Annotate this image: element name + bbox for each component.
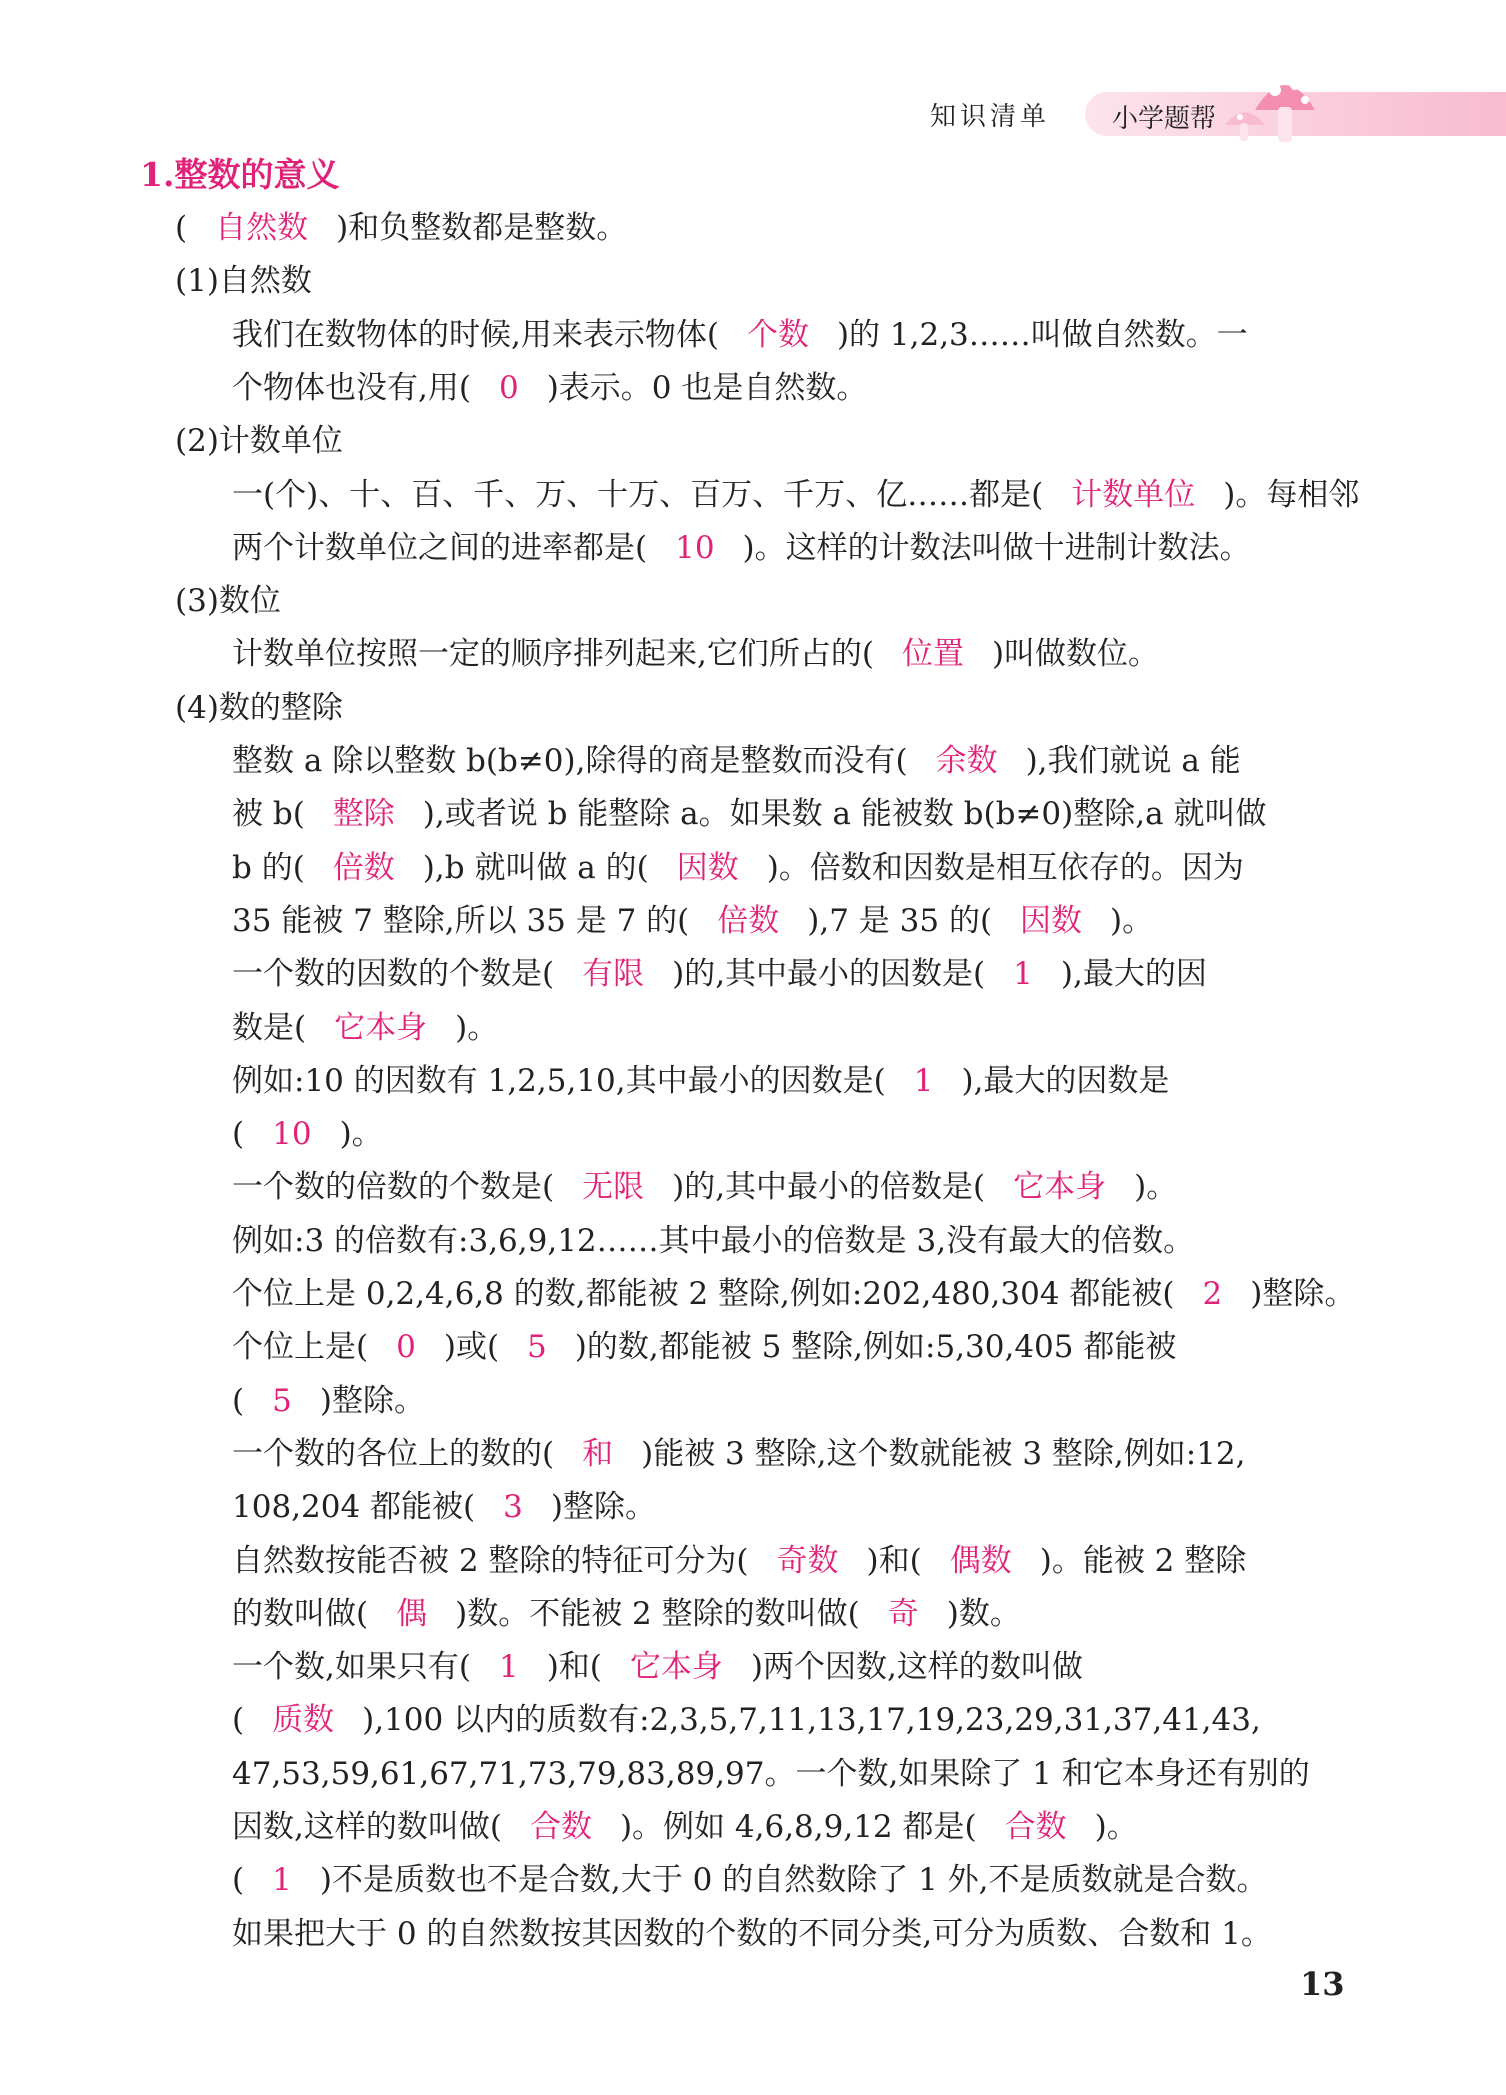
answer-fill: 它本身 xyxy=(629,1649,723,1686)
line-text: 108,204 都能被( xyxy=(232,1489,476,1526)
text-line xyxy=(232,315,1248,355)
text-line xyxy=(232,1381,425,1421)
text-line xyxy=(232,1008,498,1048)
text-line xyxy=(232,741,1241,781)
answer-fill: 整除 xyxy=(332,796,395,833)
line-text: 我们在数物体的时候,用来表示物体( xyxy=(232,316,719,353)
answer-fill: 0 xyxy=(396,1329,416,1366)
answer-fill: 有限 xyxy=(582,956,645,993)
line-text: )和( xyxy=(866,1542,922,1579)
section-title xyxy=(140,155,339,196)
line-text: )。例如 4,6,8,9,12 都是( xyxy=(619,1809,977,1845)
text-line xyxy=(232,1167,1177,1207)
answer-fill: 它本身 xyxy=(1013,1169,1107,1206)
line-text: 个物体也没有,用( xyxy=(232,369,471,406)
line-text: 例如:10 的因数有 1,2,5,10,其中最小的因数是( xyxy=(232,1062,886,1099)
line-text: 数是( xyxy=(232,1009,307,1046)
answer-fill: 计数单位 xyxy=(1071,476,1196,513)
line-text: )不是质数也不是合数,大于 0 的自然数除了 1 外,不是质数就是合数。 xyxy=(319,1862,1268,1899)
line-text: )。 xyxy=(339,1116,383,1153)
answer-fill: 偶 xyxy=(396,1595,428,1632)
text-line xyxy=(232,1594,1021,1634)
answer-fill: 质数 xyxy=(272,1702,335,1739)
line-text: )叫做数位。 xyxy=(991,636,1160,673)
line-text: 一(个)、十、百、千、万、十万、百万、千万、亿……都是( xyxy=(232,476,1044,513)
answer-fill: 合数 xyxy=(1004,1809,1067,1845)
text-line xyxy=(232,475,1359,515)
answer-fill: 因数 xyxy=(676,849,739,886)
answer-fill: 10 xyxy=(272,1116,312,1153)
text-line xyxy=(232,1327,1176,1367)
text-line xyxy=(232,901,1153,941)
line-text: 计数单位按照一定的顺序排列起来,它们所占的( xyxy=(232,636,874,673)
line-text: )整除。 xyxy=(1250,1276,1356,1312)
answer-fill: 倍数 xyxy=(717,902,780,939)
text-line xyxy=(232,1541,1246,1581)
line-text: 如果把大于 0 的自然数按其因数的个数的不同分类,可分为质数、合数和 1。 xyxy=(232,1915,1272,1952)
line-text: (1)自然数 xyxy=(175,263,312,300)
text-line xyxy=(232,1061,1169,1101)
line-text: )。 xyxy=(1110,902,1154,939)
answer-fill: 个数 xyxy=(746,316,809,353)
line-text: )。每相邻 xyxy=(1223,476,1360,513)
line-text: (3)数位 xyxy=(175,583,281,620)
text-line xyxy=(175,208,627,248)
text-line xyxy=(232,1914,1272,1954)
line-text: ),100 以内的质数有:2,3,5,7,11,13,17,19,23,29,31,37,41,43, xyxy=(362,1702,1261,1739)
line-text: 47,53,59,61,67,71,73,79,83,89,97。一个数,如果除了 1 和它本身还有别的 xyxy=(232,1755,1310,1792)
line-text: (4)数的整除 xyxy=(175,689,343,726)
mushroom-icon xyxy=(1220,55,1340,145)
answer-fill: 奇 xyxy=(887,1595,919,1632)
text-line xyxy=(175,688,343,728)
answer-fill: 合数 xyxy=(529,1809,592,1845)
line-text: 的数叫做( xyxy=(232,1595,369,1632)
answer-fill: 无限 xyxy=(582,1169,645,1206)
answer-fill: 奇数 xyxy=(776,1542,839,1579)
line-text: )。这样的计数法叫做十进制计数法。 xyxy=(742,529,1251,566)
line-text: )和负整数都是整数。 xyxy=(336,210,628,246)
line-text: 两个计数单位之间的进率都是( xyxy=(232,529,648,566)
answer-fill: 2 xyxy=(1202,1276,1223,1312)
text-line xyxy=(232,794,1266,834)
line-text: ),7 是 35 的( xyxy=(807,902,993,939)
text-line xyxy=(175,261,312,301)
answer-fill: 倍数 xyxy=(332,849,395,886)
answer-fill: 因数 xyxy=(1020,902,1083,939)
line-text: 自然数按能否被 2 整除的特征可分为( xyxy=(232,1542,749,1579)
answer-fill: 10 xyxy=(675,529,715,566)
line-text: 个位上是( xyxy=(232,1329,369,1366)
line-text: ( xyxy=(232,1862,245,1899)
line-text: ),我们就说 a 能 xyxy=(1025,743,1241,779)
line-text: ( xyxy=(175,210,188,246)
text-line xyxy=(232,1274,1355,1314)
text-line xyxy=(232,528,1251,568)
line-text: 一个数,如果只有( xyxy=(232,1649,471,1686)
line-text: )。倍数和因数是相互依存的。因为 xyxy=(766,849,1244,886)
line-text: )。 xyxy=(1094,1809,1138,1845)
line-text: ),或者说 b 能整除 a。如果数 a 能被数 b(b≠0)整除,a 就叫做 xyxy=(422,796,1267,833)
text-line xyxy=(232,1221,1194,1261)
answer-fill: 和 xyxy=(582,1435,614,1472)
text-line xyxy=(232,1487,656,1527)
answer-fill: 5 xyxy=(272,1382,292,1419)
answer-fill: 3 xyxy=(503,1489,523,1526)
line-text: 个位上是 0,2,4,6,8 的数,都能被 2 整除,例如:202,480,304 都能被( xyxy=(232,1276,1175,1312)
section-title-text: 整数的意义 xyxy=(174,155,340,194)
line-text: )两个因数,这样的数叫做 xyxy=(750,1649,1083,1686)
line-text: )。 xyxy=(455,1009,499,1046)
line-text: )的,其中最小的因数是( xyxy=(672,956,986,993)
text-line xyxy=(232,1860,1268,1900)
answer-fill: 1 xyxy=(913,1062,934,1099)
line-text: 一个数的倍数的个数是( xyxy=(232,1169,555,1206)
text-line xyxy=(232,1807,1138,1847)
line-text: b 的( xyxy=(232,849,305,886)
line-text: )数。不能被 2 整除的数叫做( xyxy=(455,1595,860,1632)
text-line xyxy=(232,1434,1246,1474)
section-number: 1. xyxy=(140,155,175,194)
answer-fill: 1 xyxy=(498,1649,519,1686)
line-text: )的,其中最小的倍数是( xyxy=(672,1169,986,1206)
line-text: 整数 a 除以整数 b(b≠0),除得的商是整数而没有( xyxy=(232,743,908,779)
line-text: ),最大的因数是 xyxy=(961,1062,1170,1099)
answer-fill: 它本身 xyxy=(334,1009,428,1046)
line-text: ),b 就叫做 a 的( xyxy=(422,849,649,886)
text-line xyxy=(232,634,1159,674)
answer-fill: 5 xyxy=(527,1329,547,1366)
text-line xyxy=(232,1700,1261,1740)
line-text: ),最大的因 xyxy=(1060,956,1207,993)
text-line xyxy=(232,368,867,408)
line-text: (2)计数单位 xyxy=(175,423,343,460)
line-text: ( xyxy=(232,1116,245,1153)
line-text: 一个数的因数的个数是( xyxy=(232,956,555,993)
line-text: 一个数的各位上的数的( xyxy=(232,1435,555,1472)
line-text: 35 能被 7 整除,所以 35 是 7 的( xyxy=(232,902,690,939)
answer-fill: 偶数 xyxy=(949,1542,1012,1579)
page-number: 13 xyxy=(1300,1965,1345,2003)
answer-fill: 1 xyxy=(1013,956,1033,993)
line-text: )整除。 xyxy=(319,1382,425,1419)
line-text: )的 1,2,3……叫做自然数。一 xyxy=(836,316,1248,353)
answer-fill: 1 xyxy=(272,1862,292,1899)
answer-fill: 0 xyxy=(498,369,519,406)
line-text: 被 b( xyxy=(232,796,305,833)
line-text: )和( xyxy=(546,1649,602,1686)
line-text: 因数,这样的数叫做( xyxy=(232,1809,502,1845)
answer-fill: 位置 xyxy=(901,636,964,673)
line-text: )的数,都能被 5 整除,例如:5,30,405 都能被 xyxy=(574,1329,1177,1366)
line-text: )或( xyxy=(443,1329,500,1366)
header-brand: 小学题帮 xyxy=(1112,104,1217,134)
text-line xyxy=(232,1754,1310,1794)
line-text: )表示。0 也是自然数。 xyxy=(546,369,868,406)
answer-fill: 自然数 xyxy=(215,210,309,246)
line-text: ( xyxy=(232,1382,245,1419)
line-text: )数。 xyxy=(946,1595,1021,1632)
line-text: )。 xyxy=(1134,1169,1178,1206)
text-line xyxy=(232,1114,383,1154)
line-text: 例如:3 的倍数有:3,6,9,12……其中最小的倍数是 3,没有最大的倍数。 xyxy=(232,1222,1195,1259)
text-line xyxy=(232,954,1207,994)
text-line xyxy=(175,581,281,621)
line-text: ( xyxy=(232,1702,245,1739)
text-line xyxy=(232,1647,1083,1687)
line-text: )整除。 xyxy=(550,1489,656,1526)
header-section-title: 知识清单 xyxy=(930,102,1051,132)
answer-fill: 余数 xyxy=(935,743,998,779)
line-text: )能被 3 整除,这个数就能被 3 整除,例如:12, xyxy=(641,1435,1246,1472)
text-line xyxy=(232,848,1244,888)
line-text: )。能被 2 整除 xyxy=(1039,1542,1247,1579)
text-line xyxy=(175,421,343,461)
